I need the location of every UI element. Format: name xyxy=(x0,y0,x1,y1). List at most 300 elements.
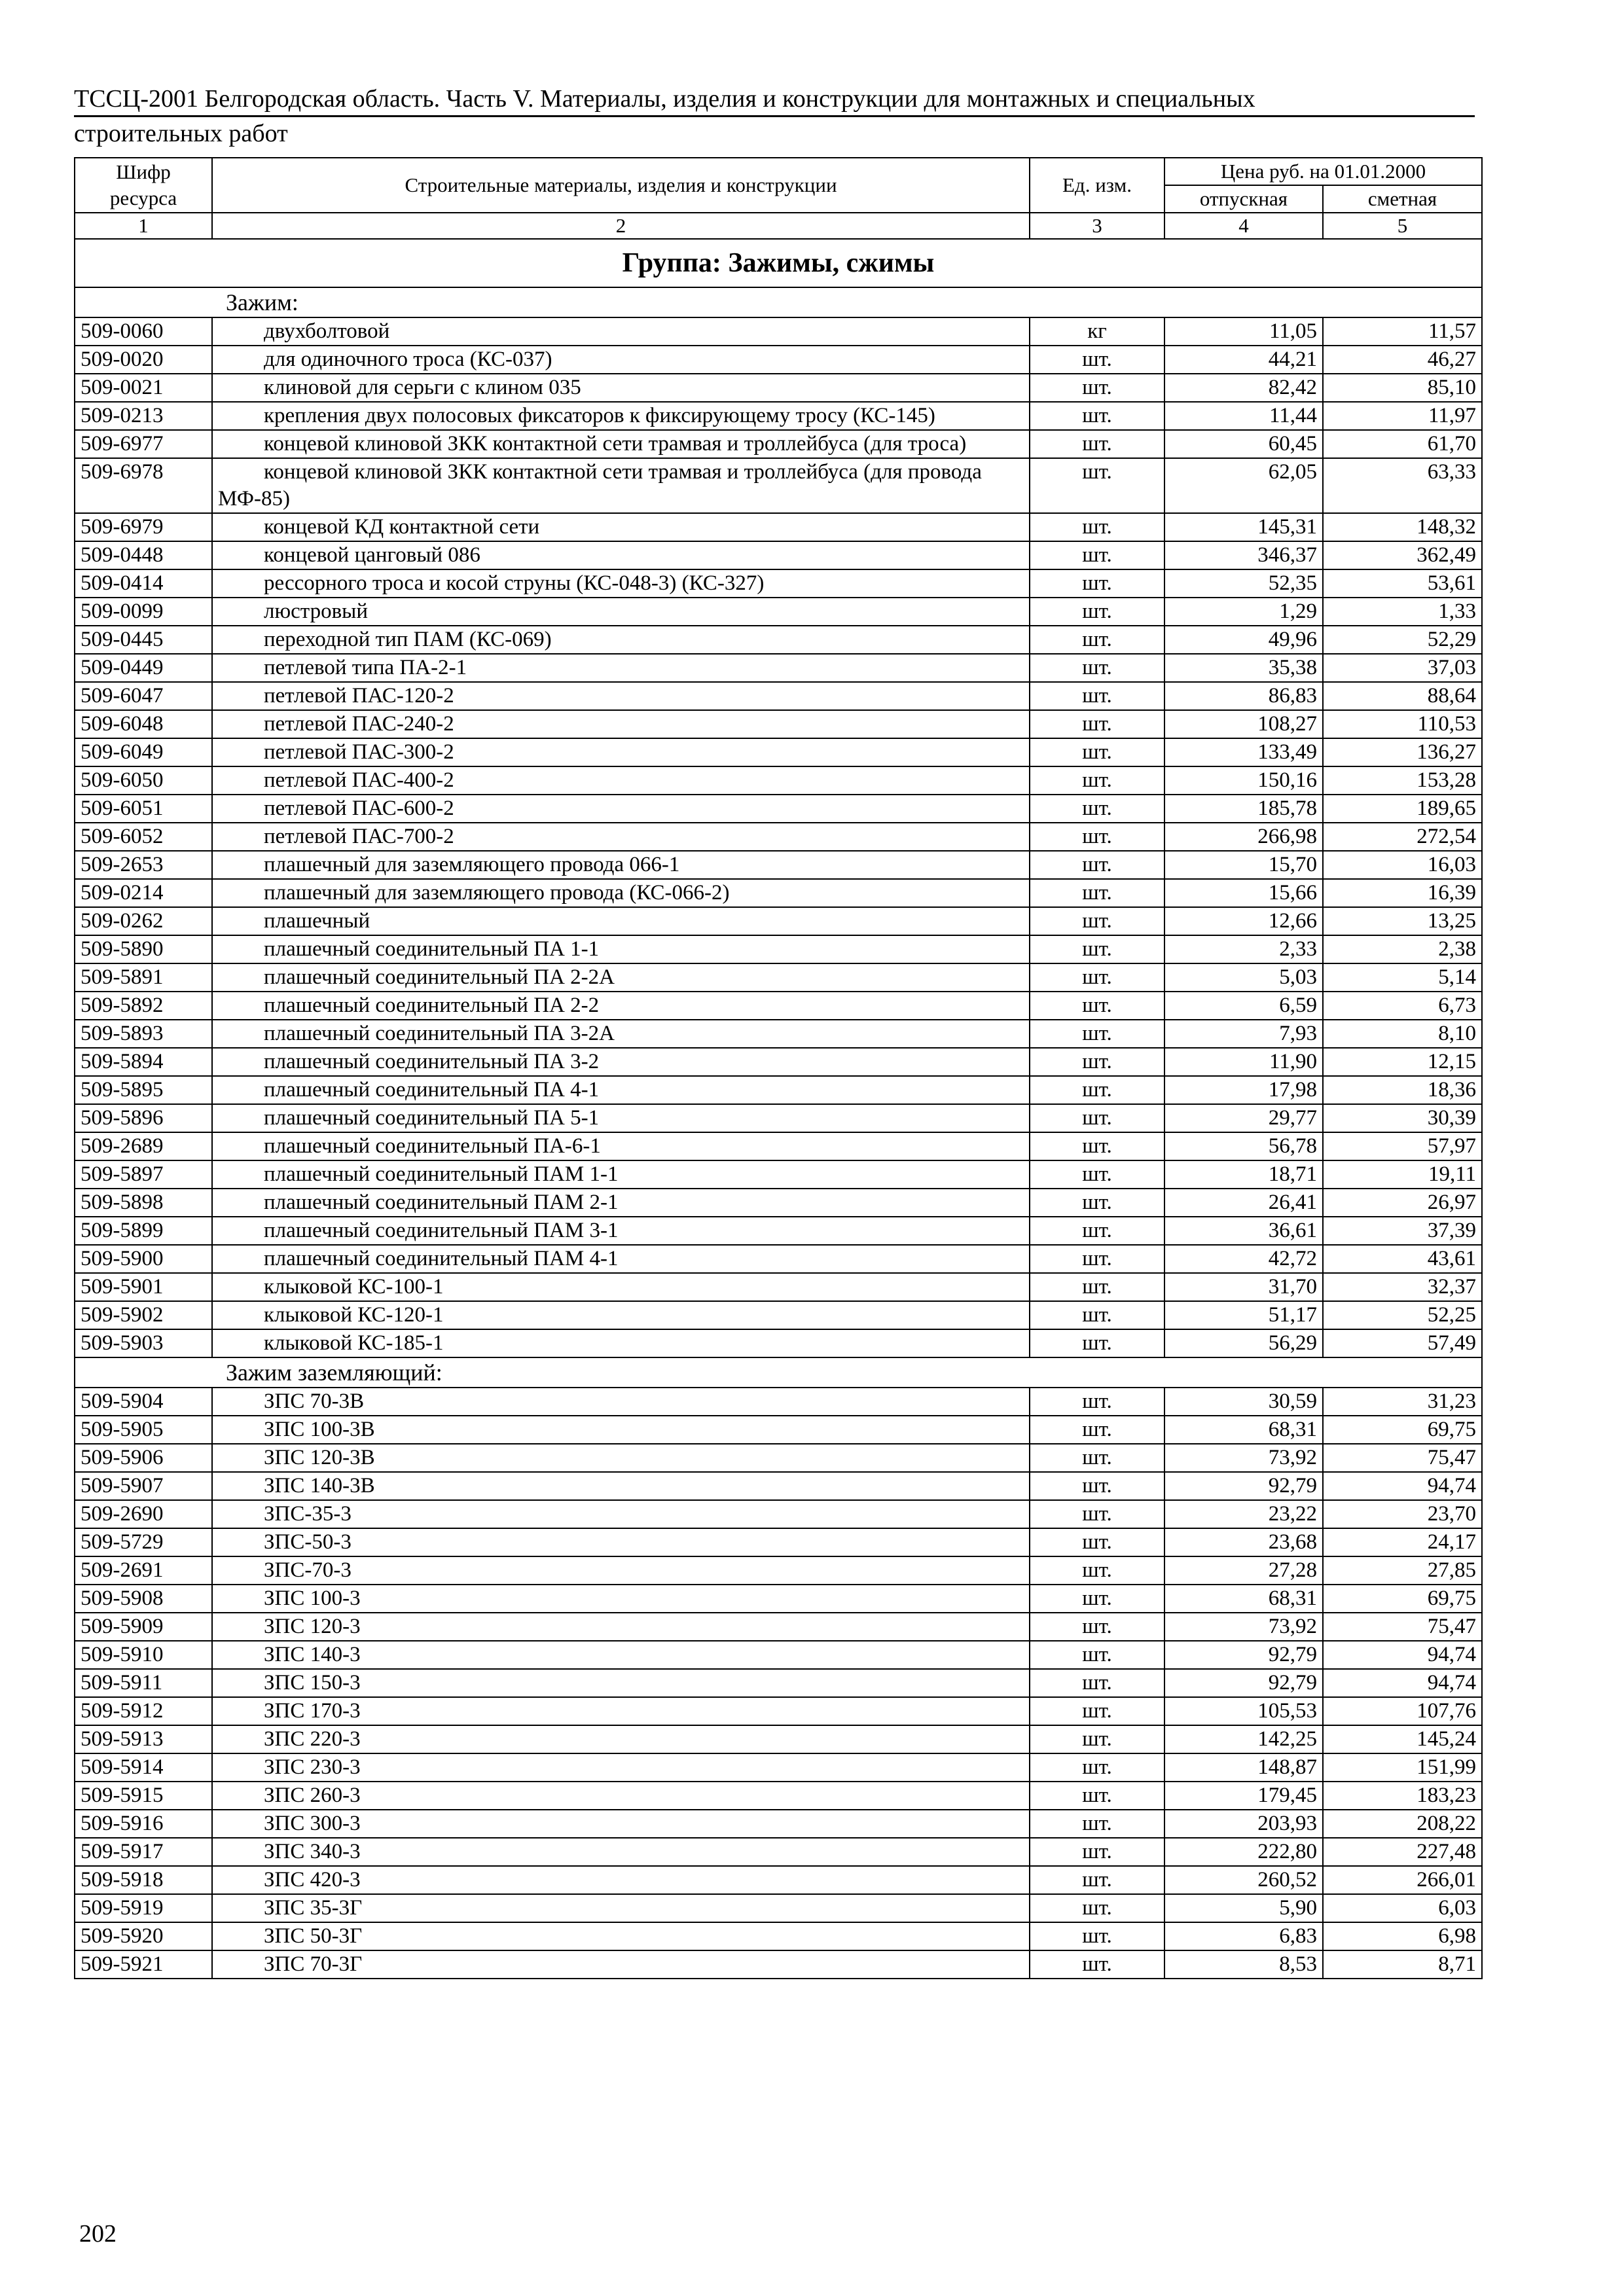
section-row xyxy=(75,1357,1482,1388)
material-name: ЗПС-70-3 xyxy=(212,1556,1030,1585)
release-price: 35,38 xyxy=(1164,654,1323,682)
release-price: 31,70 xyxy=(1164,1273,1323,1301)
material-name: ЗПС 230-3 xyxy=(212,1753,1030,1782)
table-row xyxy=(75,1894,1482,1922)
resource-code: 509-5914 xyxy=(75,1753,212,1782)
material-name: ЗПС 70-3Г xyxy=(212,1950,1030,1979)
material-name: переходной тип ПАМ (КС-069) xyxy=(212,626,1030,654)
material-name: ЗПС 300-3 xyxy=(212,1810,1030,1838)
table-row xyxy=(75,317,1482,346)
table-row xyxy=(75,738,1482,766)
material-name: ЗПС 170-3 xyxy=(212,1697,1030,1725)
material-name: плашечный соединительный ПАМ 3-1 xyxy=(212,1217,1030,1245)
estimate-price: 227,48 xyxy=(1323,1838,1482,1866)
estimate-price: 110,53 xyxy=(1323,710,1482,738)
unit-of-measure: шт. xyxy=(1030,1245,1164,1273)
table-row xyxy=(75,1613,1482,1641)
estimate-price: 53,61 xyxy=(1323,569,1482,598)
release-price: 52,35 xyxy=(1164,569,1323,598)
unit-of-measure: шт. xyxy=(1030,907,1164,935)
table-row xyxy=(75,626,1482,654)
material-name: ЗПС 35-3Г xyxy=(212,1894,1030,1922)
unit-of-measure: шт. xyxy=(1030,1132,1164,1160)
column-number: 5 xyxy=(1323,213,1482,239)
unit-of-measure: шт. xyxy=(1030,346,1164,374)
resource-code: 509-5921 xyxy=(75,1950,212,1979)
header-line-1: ТССЦ-2001 Белгородская область. Часть V. Материалы, изделия и конструкции для монтажных и специальных xyxy=(74,84,1475,117)
release-price: 12,66 xyxy=(1164,907,1323,935)
release-price: 68,31 xyxy=(1164,1416,1323,1444)
table-row xyxy=(75,1388,1482,1416)
material-name: петлевой типа ПА-2-1 xyxy=(212,654,1030,682)
estimate-price: 151,99 xyxy=(1323,1753,1482,1782)
release-price: 73,92 xyxy=(1164,1613,1323,1641)
resource-code: 509-5900 xyxy=(75,1245,212,1273)
resource-code: 509-5906 xyxy=(75,1444,212,1472)
table-row xyxy=(75,374,1482,402)
estimate-price: 208,22 xyxy=(1323,1810,1482,1838)
table-row xyxy=(75,1810,1482,1838)
unit-of-measure: шт. xyxy=(1030,1104,1164,1132)
material-name: концевой клиновой ЗКК контактной сети трамвая и троллейбуса (для троса) xyxy=(212,430,1030,458)
unit-of-measure: шт. xyxy=(1030,766,1164,795)
estimate-price: 13,25 xyxy=(1323,907,1482,935)
unit-of-measure: шт. xyxy=(1030,682,1164,710)
material-name: плашечный для заземляющего провода (КС-066-2) xyxy=(212,879,1030,907)
unit-of-measure: шт. xyxy=(1030,1160,1164,1189)
table-row xyxy=(75,879,1482,907)
release-price: 49,96 xyxy=(1164,626,1323,654)
estimate-price: 16,39 xyxy=(1323,879,1482,907)
resource-code: 509-6979 xyxy=(75,513,212,541)
column-header-code: Шифр ресурса xyxy=(75,158,212,213)
group-title: Группа: Зажимы, сжимы xyxy=(75,239,1482,287)
column-header-release-price: отпускная xyxy=(1164,185,1323,213)
resource-code: 509-0448 xyxy=(75,541,212,569)
material-name: для одиночного троса (КС-037) xyxy=(212,346,1030,374)
resource-code: 509-6048 xyxy=(75,710,212,738)
release-price: 15,66 xyxy=(1164,879,1323,907)
material-name: ЗПС-35-3 xyxy=(212,1500,1030,1528)
release-price: 8,53 xyxy=(1164,1950,1323,1979)
estimate-price: 88,64 xyxy=(1323,682,1482,710)
estimate-price: 46,27 xyxy=(1323,346,1482,374)
unit-of-measure: шт. xyxy=(1030,1725,1164,1753)
table-row xyxy=(75,654,1482,682)
resource-code: 509-5909 xyxy=(75,1613,212,1641)
material-name: рессорного троса и косой струны (КС-048-3) (КС-327) xyxy=(212,569,1030,598)
material-name: плашечный для заземляющего провода 066-1 xyxy=(212,851,1030,879)
material-name: клыковой КС-100-1 xyxy=(212,1273,1030,1301)
table-row xyxy=(75,1838,1482,1866)
table-row xyxy=(75,851,1482,879)
release-price: 18,71 xyxy=(1164,1160,1323,1189)
resource-code: 509-5729 xyxy=(75,1528,212,1556)
material-name: ЗПС 260-3 xyxy=(212,1782,1030,1810)
material-name: ЗПС 120-3 xyxy=(212,1613,1030,1641)
resource-code: 509-0414 xyxy=(75,569,212,598)
table-row xyxy=(75,682,1482,710)
release-price: 346,37 xyxy=(1164,541,1323,569)
resource-code: 509-0099 xyxy=(75,598,212,626)
resource-code: 509-5898 xyxy=(75,1189,212,1217)
table-row xyxy=(75,1132,1482,1160)
unit-of-measure: шт. xyxy=(1030,1669,1164,1697)
release-price: 27,28 xyxy=(1164,1556,1323,1585)
material-name: концевой КД контактной сети xyxy=(212,513,1030,541)
section-row xyxy=(75,287,1482,317)
resource-code: 509-2690 xyxy=(75,1500,212,1528)
estimate-price: 5,14 xyxy=(1323,963,1482,992)
material-name: петлевой ПАС-120-2 xyxy=(212,682,1030,710)
resource-code: 509-5916 xyxy=(75,1810,212,1838)
resource-code: 509-5913 xyxy=(75,1725,212,1753)
table-row xyxy=(75,935,1482,963)
resource-code: 509-5911 xyxy=(75,1669,212,1697)
estimate-price: 362,49 xyxy=(1323,541,1482,569)
estimate-price: 63,33 xyxy=(1323,458,1482,513)
material-name: ЗПС 220-3 xyxy=(212,1725,1030,1753)
estimate-price: 183,23 xyxy=(1323,1782,1482,1810)
unit-of-measure: шт. xyxy=(1030,1301,1164,1329)
resource-code: 509-5901 xyxy=(75,1273,212,1301)
material-name: ЗПС 100-3В xyxy=(212,1416,1030,1444)
release-price: 11,44 xyxy=(1164,402,1323,430)
release-price: 150,16 xyxy=(1164,766,1323,795)
release-price: 145,31 xyxy=(1164,513,1323,541)
unit-of-measure: шт. xyxy=(1030,1782,1164,1810)
unit-of-measure: шт. xyxy=(1030,1866,1164,1894)
material-name: ЗПС 70-3В xyxy=(212,1388,1030,1416)
unit-of-measure: шт. xyxy=(1030,879,1164,907)
table-row xyxy=(75,1160,1482,1189)
column-header-price: Цена руб. на 01.01.2000 xyxy=(1164,158,1482,185)
unit-of-measure: шт. xyxy=(1030,1810,1164,1838)
material-name: плашечный соединительный ПА 3-2А xyxy=(212,1020,1030,1048)
resource-code: 509-5903 xyxy=(75,1329,212,1357)
table-row xyxy=(75,766,1482,795)
resource-code: 509-6050 xyxy=(75,766,212,795)
unit-of-measure: шт. xyxy=(1030,823,1164,851)
resource-code: 509-5894 xyxy=(75,1048,212,1076)
estimate-price: 24,17 xyxy=(1323,1528,1482,1556)
resource-code: 509-5905 xyxy=(75,1416,212,1444)
unit-of-measure: шт. xyxy=(1030,1020,1164,1048)
resource-code: 509-5907 xyxy=(75,1472,212,1500)
unit-of-measure: шт. xyxy=(1030,1585,1164,1613)
material-name: клыковой КС-120-1 xyxy=(212,1301,1030,1329)
release-price: 60,45 xyxy=(1164,430,1323,458)
column-number: 3 xyxy=(1030,213,1164,239)
resource-code: 509-0020 xyxy=(75,346,212,374)
column-header-unit: Ед. изм. xyxy=(1030,158,1164,213)
unit-of-measure: шт. xyxy=(1030,1641,1164,1669)
release-price: 7,93 xyxy=(1164,1020,1323,1048)
release-price: 108,27 xyxy=(1164,710,1323,738)
material-name: петлевой ПАС-400-2 xyxy=(212,766,1030,795)
table-row xyxy=(75,1472,1482,1500)
column-number: 4 xyxy=(1164,213,1323,239)
estimate-price: 37,03 xyxy=(1323,654,1482,682)
unit-of-measure: шт. xyxy=(1030,1444,1164,1472)
resource-code: 509-0262 xyxy=(75,907,212,935)
release-price: 2,33 xyxy=(1164,935,1323,963)
material-name: петлевой ПАС-600-2 xyxy=(212,795,1030,823)
column-number: 2 xyxy=(212,213,1030,239)
unit-of-measure: шт. xyxy=(1030,738,1164,766)
release-price: 44,21 xyxy=(1164,346,1323,374)
release-price: 26,41 xyxy=(1164,1189,1323,1217)
estimate-price: 94,74 xyxy=(1323,1669,1482,1697)
release-price: 42,72 xyxy=(1164,1245,1323,1273)
resource-code: 509-5917 xyxy=(75,1838,212,1866)
release-price: 6,59 xyxy=(1164,992,1323,1020)
unit-of-measure: шт. xyxy=(1030,458,1164,513)
material-name: ЗПС 100-3 xyxy=(212,1585,1030,1613)
table-row xyxy=(75,1301,1482,1329)
table-row xyxy=(75,1189,1482,1217)
material-name: клиновой для серьги с клином 035 xyxy=(212,374,1030,402)
table-row xyxy=(75,1500,1482,1528)
estimate-price: 8,71 xyxy=(1323,1950,1482,1979)
unit-of-measure: шт. xyxy=(1030,1697,1164,1725)
unit-of-measure: шт. xyxy=(1030,1329,1164,1357)
unit-of-measure: шт. xyxy=(1030,795,1164,823)
material-name: плашечный соединительный ПАМ 1-1 xyxy=(212,1160,1030,1189)
release-price: 222,80 xyxy=(1164,1838,1323,1866)
table-row xyxy=(75,1048,1482,1076)
resource-code: 509-5908 xyxy=(75,1585,212,1613)
release-price: 62,05 xyxy=(1164,458,1323,513)
estimate-price: 69,75 xyxy=(1323,1416,1482,1444)
estimate-price: 94,74 xyxy=(1323,1641,1482,1669)
estimate-price: 75,47 xyxy=(1323,1613,1482,1641)
estimate-price: 32,37 xyxy=(1323,1273,1482,1301)
material-name: плашечный xyxy=(212,907,1030,935)
estimate-price: 94,74 xyxy=(1323,1472,1482,1500)
resource-code: 509-5912 xyxy=(75,1697,212,1725)
estimate-price: 30,39 xyxy=(1323,1104,1482,1132)
estimate-price: 136,27 xyxy=(1323,738,1482,766)
release-price: 5,90 xyxy=(1164,1894,1323,1922)
table-row xyxy=(75,346,1482,374)
release-price: 29,77 xyxy=(1164,1104,1323,1132)
material-name: плашечный соединительный ПА 5-1 xyxy=(212,1104,1030,1132)
resource-code: 509-0449 xyxy=(75,654,212,682)
resource-code: 509-5890 xyxy=(75,935,212,963)
estimate-price: 189,65 xyxy=(1323,795,1482,823)
resource-code: 509-5910 xyxy=(75,1641,212,1669)
unit-of-measure: шт. xyxy=(1030,402,1164,430)
page-number: 202 xyxy=(79,2220,117,2248)
resource-code: 509-0213 xyxy=(75,402,212,430)
material-name: люстровый xyxy=(212,598,1030,626)
estimate-price: 148,32 xyxy=(1323,513,1482,541)
table-row xyxy=(75,1020,1482,1048)
section-title: Зажим: xyxy=(75,287,1482,317)
unit-of-measure: шт. xyxy=(1030,851,1164,879)
material-name: концевой клиновой ЗКК контактной сети трамвая и троллейбуса (для провода МФ-85) xyxy=(212,458,1030,513)
release-price: 11,90 xyxy=(1164,1048,1323,1076)
unit-of-measure: шт. xyxy=(1030,374,1164,402)
estimate-price: 18,36 xyxy=(1323,1076,1482,1104)
material-name: ЗПС 140-3 xyxy=(212,1641,1030,1669)
table-row xyxy=(75,458,1482,513)
material-name: петлевой ПАС-240-2 xyxy=(212,710,1030,738)
material-name: ЗПС 340-3 xyxy=(212,1838,1030,1866)
release-price: 203,93 xyxy=(1164,1810,1323,1838)
estimate-price: 75,47 xyxy=(1323,1444,1482,1472)
unit-of-measure: шт. xyxy=(1030,935,1164,963)
table-row xyxy=(75,541,1482,569)
material-name: плашечный соединительный ПА 3-2 xyxy=(212,1048,1030,1076)
document-header xyxy=(74,84,1475,149)
table-row xyxy=(75,1725,1482,1753)
resource-code: 509-5896 xyxy=(75,1104,212,1132)
unit-of-measure: шт. xyxy=(1030,1472,1164,1500)
material-name: ЗПС 420-3 xyxy=(212,1866,1030,1894)
unit-of-measure: шт. xyxy=(1030,1273,1164,1301)
estimate-price: 266,01 xyxy=(1323,1866,1482,1894)
release-price: 36,61 xyxy=(1164,1217,1323,1245)
material-name: двухболтовой xyxy=(212,317,1030,346)
table-row xyxy=(75,1922,1482,1950)
release-price: 15,70 xyxy=(1164,851,1323,879)
resource-code: 509-5892 xyxy=(75,992,212,1020)
table-row xyxy=(75,1585,1482,1613)
release-price: 5,03 xyxy=(1164,963,1323,992)
material-name: ЗПС-50-3 xyxy=(212,1528,1030,1556)
estimate-price: 145,24 xyxy=(1323,1725,1482,1753)
table-row xyxy=(75,402,1482,430)
estimate-price: 52,25 xyxy=(1323,1301,1482,1329)
unit-of-measure: шт. xyxy=(1030,654,1164,682)
unit-of-measure: шт. xyxy=(1030,1528,1164,1556)
release-price: 148,87 xyxy=(1164,1753,1323,1782)
column-header-name: Строительные материалы, изделия и конструкции xyxy=(212,158,1030,213)
table-row xyxy=(75,1245,1482,1273)
release-price: 82,42 xyxy=(1164,374,1323,402)
unit-of-measure: шт. xyxy=(1030,1048,1164,1076)
unit-of-measure: шт. xyxy=(1030,569,1164,598)
table-row xyxy=(75,569,1482,598)
resource-code: 509-5902 xyxy=(75,1301,212,1329)
table-row xyxy=(75,710,1482,738)
release-price: 6,83 xyxy=(1164,1922,1323,1950)
release-price: 105,53 xyxy=(1164,1697,1323,1725)
resource-code: 509-6049 xyxy=(75,738,212,766)
unit-of-measure: шт. xyxy=(1030,541,1164,569)
table-row xyxy=(75,1104,1482,1132)
resource-code: 509-2689 xyxy=(75,1132,212,1160)
table-row xyxy=(75,823,1482,851)
estimate-price: 23,70 xyxy=(1323,1500,1482,1528)
table-row xyxy=(75,1866,1482,1894)
release-price: 56,78 xyxy=(1164,1132,1323,1160)
unit-of-measure: шт. xyxy=(1030,1076,1164,1104)
estimate-price: 6,98 xyxy=(1323,1922,1482,1950)
release-price: 142,25 xyxy=(1164,1725,1323,1753)
resource-code: 509-6977 xyxy=(75,430,212,458)
table-row xyxy=(75,1528,1482,1556)
table-row xyxy=(75,1950,1482,1979)
resource-code: 509-0060 xyxy=(75,317,212,346)
table-row xyxy=(75,1641,1482,1669)
resource-code: 509-5897 xyxy=(75,1160,212,1189)
table-row xyxy=(75,795,1482,823)
release-price: 133,49 xyxy=(1164,738,1323,766)
resource-code: 509-0445 xyxy=(75,626,212,654)
table-row xyxy=(75,963,1482,992)
material-name: крепления двух полосовых фиксаторов к фиксирующему тросу (КС-145) xyxy=(212,402,1030,430)
material-name: клыковой КС-185-1 xyxy=(212,1329,1030,1357)
release-price: 185,78 xyxy=(1164,795,1323,823)
estimate-price: 52,29 xyxy=(1323,626,1482,654)
estimate-price: 61,70 xyxy=(1323,430,1482,458)
material-name: петлевой ПАС-300-2 xyxy=(212,738,1030,766)
unit-of-measure: шт. xyxy=(1030,626,1164,654)
resource-code: 509-5891 xyxy=(75,963,212,992)
header-line-2: строительных работ xyxy=(74,120,288,147)
release-price: 23,22 xyxy=(1164,1500,1323,1528)
release-price: 1,29 xyxy=(1164,598,1323,626)
material-name: плашечный соединительный ПА 1-1 xyxy=(212,935,1030,963)
estimate-price: 85,10 xyxy=(1323,374,1482,402)
estimate-price: 12,15 xyxy=(1323,1048,1482,1076)
resource-code: 509-2653 xyxy=(75,851,212,879)
table-row xyxy=(75,430,1482,458)
resource-code: 509-5899 xyxy=(75,1217,212,1245)
table-row xyxy=(75,907,1482,935)
table-row xyxy=(75,1273,1482,1301)
unit-of-measure: шт. xyxy=(1030,1189,1164,1217)
resource-code: 509-0021 xyxy=(75,374,212,402)
release-price: 68,31 xyxy=(1164,1585,1323,1613)
estimate-price: 57,49 xyxy=(1323,1329,1482,1357)
resource-code: 509-5904 xyxy=(75,1388,212,1416)
unit-of-measure: шт. xyxy=(1030,1416,1164,1444)
column-header-estimate-price: сметная xyxy=(1323,185,1482,213)
unit-of-measure: шт. xyxy=(1030,1922,1164,1950)
table-row xyxy=(75,1217,1482,1245)
material-name: плашечный соединительный ПА 2-2А xyxy=(212,963,1030,992)
table-row xyxy=(75,1076,1482,1104)
estimate-price: 26,97 xyxy=(1323,1189,1482,1217)
estimate-price: 2,38 xyxy=(1323,935,1482,963)
unit-of-measure: шт. xyxy=(1030,1753,1164,1782)
table-row xyxy=(75,513,1482,541)
release-price: 51,17 xyxy=(1164,1301,1323,1329)
resource-code: 509-6047 xyxy=(75,682,212,710)
unit-of-measure: шт. xyxy=(1030,513,1164,541)
estimate-price: 11,57 xyxy=(1323,317,1482,346)
table-row xyxy=(75,1416,1482,1444)
resource-code: 509-5893 xyxy=(75,1020,212,1048)
table-row xyxy=(75,1556,1482,1585)
release-price: 17,98 xyxy=(1164,1076,1323,1104)
estimate-price: 19,11 xyxy=(1323,1160,1482,1189)
estimate-price: 16,03 xyxy=(1323,851,1482,879)
material-name: петлевой ПАС-700-2 xyxy=(212,823,1030,851)
table-body xyxy=(75,239,1482,1979)
estimate-price: 69,75 xyxy=(1323,1585,1482,1613)
unit-of-measure: шт. xyxy=(1030,1217,1164,1245)
section-title: Зажим заземляющий: xyxy=(75,1357,1482,1388)
unit-of-measure: шт. xyxy=(1030,1388,1164,1416)
material-name: плашечный соединительный ПАМ 2-1 xyxy=(212,1189,1030,1217)
resource-code: 509-2691 xyxy=(75,1556,212,1585)
estimate-price: 11,97 xyxy=(1323,402,1482,430)
